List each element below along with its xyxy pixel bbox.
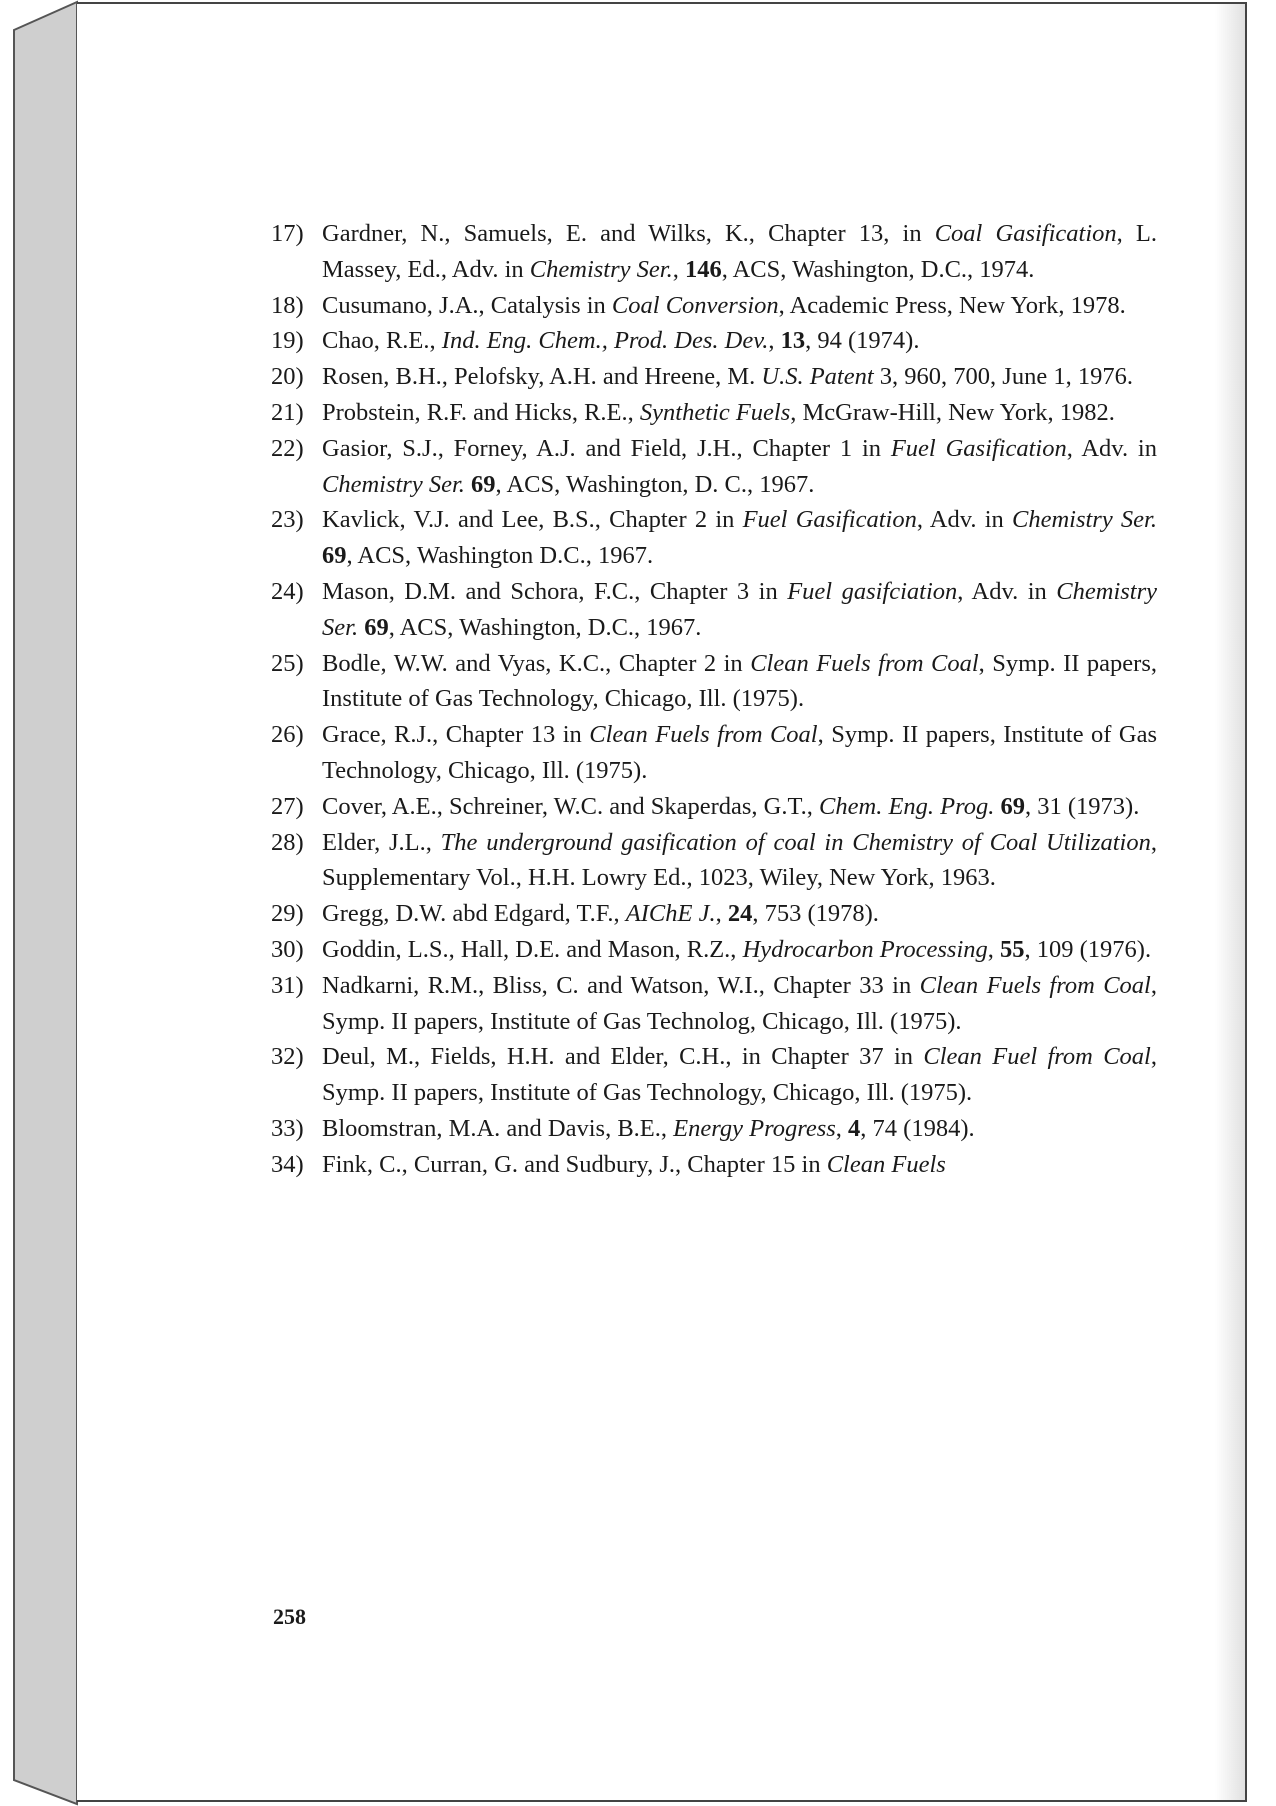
reference-entry: [77, 717, 1247, 789]
reference-entry: [77, 288, 1247, 324]
reference-number: 18): [271, 291, 304, 319]
reference-plain-text: Gasior, S.J., Forney, A.J. and Field, J.H., Chapter 1 in: [322, 434, 891, 462]
reference-entry: [77, 1039, 1247, 1111]
reference-plain-text: Cusumano, J.A., Catalysis in: [322, 291, 612, 319]
reference-italic-text: Energy Progress: [673, 1114, 836, 1142]
reference-entry: [77, 1111, 1247, 1147]
reference-italic-text: Chemistry Ser.: [529, 255, 673, 283]
reference-text: [322, 1039, 1157, 1111]
reference-text: [322, 359, 1157, 395]
reference-plain-text: , ACS, Washington, D.C., 1974.: [721, 255, 1035, 283]
reference-italic-text: Clean Fuels from Coal: [750, 649, 979, 677]
reference-text: [322, 502, 1157, 574]
reference-entry: [77, 896, 1247, 932]
reference-text: [322, 896, 1157, 932]
reference-italic-text: Fuel Gasification: [742, 506, 917, 534]
reference-plain-text: , Supplementary Vol., H.H. Lowry Ed., 1023, Wiley, New York, 1963.: [322, 828, 1157, 892]
reference-plain-text: Chao, R.E.,: [322, 327, 442, 355]
reference-entry: [77, 395, 1247, 431]
reference-number: 23): [271, 506, 304, 534]
reference-plain-text: 3, 960, 700, June 1, 1976.: [873, 363, 1133, 391]
reference-text: [322, 825, 1157, 897]
reference-plain-text: Fink, C., Curran, G. and Sudbury, J., Chapter 15 in: [322, 1150, 827, 1178]
reference-number: 34): [271, 1150, 304, 1178]
reference-italic-text: Coal Conversion: [611, 291, 779, 319]
reference-plain-text: ,: [672, 255, 685, 283]
reference-bold-text: 69: [364, 613, 389, 641]
reference-entry: [77, 431, 1247, 503]
reference-bold-text: 69: [471, 470, 496, 498]
reference-plain-text: Bodle, W.W. and Vyas, K.C., Chapter 2 in: [322, 649, 751, 677]
reference-plain-text: Gregg, D.W. abd Edgard, T.F.,: [322, 900, 626, 928]
reference-plain-text: , Adv. in: [916, 506, 1012, 534]
reference-bold-text: 13: [780, 327, 806, 355]
reference-italic-text: Chem. Eng. Prog.: [819, 792, 995, 820]
reference-bold-text: 24: [727, 900, 753, 928]
reference-entry: [77, 574, 1247, 646]
reference-plain-text: Deul, M., Fields, H.H. and Elder, C.H., in Chapter 37 in: [322, 1043, 924, 1071]
reference-plain-text: , 31 (1973).: [1025, 792, 1140, 820]
reference-italic-text: Chemistry Ser.: [322, 470, 465, 498]
reference-italic-text: Clean Fuels from Coal: [589, 721, 818, 749]
reference-bold-text: 146: [684, 255, 722, 283]
reference-number: 32): [271, 1043, 304, 1071]
reference-plain-text: , ACS, Washington, D. C., 1967.: [495, 470, 815, 498]
reference-plain-text: Goddin, L.S., Hall, D.E. and Mason, R.Z.,: [322, 935, 743, 963]
reference-text: [322, 1147, 1157, 1183]
reference-plain-text: ,: [768, 327, 781, 355]
reference-number: 27): [271, 792, 304, 820]
reference-plain-text: ,: [987, 935, 1001, 963]
reference-plain-text: , 753 (1978).: [752, 900, 879, 928]
reference-bold-text: 69: [322, 542, 347, 570]
reference-plain-text: , Symp. II papers, Institute of Gas Technology, Chicago, Ill. (1975).: [322, 1043, 1157, 1107]
reference-number: 20): [271, 363, 304, 391]
reference-entry: [77, 932, 1247, 968]
reference-text: [322, 216, 1157, 288]
reference-text: [322, 323, 1157, 359]
reference-plain-text: Elder, J.L.,: [322, 828, 441, 856]
reference-italic-text: Clean Fuels from Coal: [919, 971, 1151, 999]
reference-text: [322, 717, 1157, 789]
reference-plain-text: , Symp. II papers, Institute of Gas Technology, Chicago, Ill. (1975).: [322, 649, 1157, 713]
reference-plain-text: Gardner, N., Samuels, E. and Wilks, K., Chapter 13, in: [322, 220, 935, 247]
reference-plain-text: , Symp. II papers, Institute of Gas Technolog, Chicago, Ill. (1975).: [322, 971, 1157, 1035]
reference-number: 21): [271, 398, 304, 426]
reference-text: [322, 968, 1157, 1040]
reference-entry: [77, 968, 1247, 1040]
reference-number: 28): [271, 828, 304, 856]
reference-number: 30): [271, 935, 304, 963]
reference-number: 24): [271, 577, 304, 605]
reference-number: 22): [271, 434, 304, 462]
reference-plain-text: , ACS, Washington, D.C., 1967.: [388, 613, 702, 641]
reference-number: 19): [271, 327, 304, 355]
reference-entry: [77, 216, 1247, 288]
reference-text: [322, 288, 1157, 324]
reference-plain-text: Nadkarni, R.M., Bliss, C. and Watson, W.I., Chapter 33 in: [322, 971, 920, 999]
reference-number: 33): [271, 1114, 304, 1142]
reference-number: 26): [271, 721, 304, 749]
book-page: [77, 2, 1247, 1802]
reference-text: [322, 574, 1157, 646]
reference-text: [322, 431, 1157, 503]
reference-italic-text: Fuel Gasification: [890, 434, 1067, 462]
reference-italic-text: Coal Gasification: [934, 220, 1117, 247]
reference-entry: [77, 359, 1247, 395]
reference-bold-text: 69: [1000, 792, 1025, 820]
reference-italic-text: Chemistry Ser.: [1012, 506, 1157, 534]
reference-plain-text: , McGraw-Hill, New York, 1982.: [790, 398, 1115, 426]
reference-italic-text: Chemistry Ser.: [322, 577, 1157, 641]
reference-plain-text: ,: [715, 900, 728, 928]
reference-entry: [77, 789, 1247, 825]
reference-list: [77, 216, 1247, 1183]
reference-bold-text: 4: [848, 1114, 861, 1142]
reference-plain-text: , Adv. in: [957, 577, 1057, 605]
reference-plain-text: Probstein, R.F. and Hicks, R.E.,: [322, 398, 640, 426]
reference-entry: [77, 825, 1247, 897]
reference-plain-text: , 74 (1984).: [860, 1114, 975, 1142]
reference-plain-text: Bloomstran, M.A. and Davis, B.E.,: [322, 1114, 674, 1142]
reference-number: 31): [271, 971, 304, 999]
reference-plain-text: Cover, A.E., Schreiner, W.C. and Skaperdas, G.T.,: [322, 792, 820, 820]
reference-plain-text: , ACS, Washington D.C., 1967.: [346, 542, 654, 570]
reference-text: [322, 395, 1157, 431]
reference-bold-text: 55: [1000, 935, 1025, 963]
page-number: 258: [273, 1604, 306, 1629]
reference-italic-text: Synthetic Fuels: [639, 398, 791, 426]
reference-entry: [77, 646, 1247, 718]
reference-entry: [77, 323, 1247, 359]
reference-plain-text: ,: [835, 1114, 849, 1142]
reference-plain-text: , 109 (1976).: [1024, 935, 1152, 963]
reference-text: [322, 1111, 1157, 1147]
reference-plain-text: Rosen, B.H., Pelofsky, A.H. and Hreene, M.: [322, 363, 762, 391]
reference-italic-text: Clean Fuel from Coal: [923, 1043, 1151, 1071]
reference-italic-text: Ind. Eng. Chem., Prod. Des. Dev.: [441, 327, 769, 355]
reference-number: 17): [271, 220, 304, 247]
reference-entry: [77, 1147, 1247, 1183]
reference-number: 29): [271, 900, 304, 928]
reference-italic-text: Clean Fuels: [826, 1150, 946, 1178]
reference-text: [322, 646, 1157, 718]
reference-italic-text: Hydrocarbon Processing: [742, 935, 988, 963]
reference-plain-text: Grace, R.J., Chapter 13 in: [322, 721, 590, 749]
reference-italic-text: U.S. Patent: [761, 363, 874, 391]
reference-plain-text: Mason, D.M. and Schora, F.C., Chapter 3 in: [322, 577, 788, 605]
reference-plain-text: , L. Massey, Ed., Adv. in: [322, 220, 1157, 283]
reference-plain-text: , Symp. II papers, Institute of Gas Technology, Chicago, Ill. (1975).: [322, 721, 1157, 784]
reference-number: 25): [271, 649, 304, 677]
reference-text: [322, 932, 1157, 968]
reference-plain-text: Kavlick, V.J. and Lee, B.S., Chapter 2 in: [322, 506, 743, 534]
reference-plain-text: , Adv. in: [1066, 434, 1157, 462]
reference-italic-text: The underground gasification of coal in Chemistry of Coal Utilization: [440, 828, 1151, 856]
reference-entry: [77, 502, 1247, 574]
reference-plain-text: , 94 (1974).: [805, 327, 920, 355]
reference-italic-text: Fuel gasifciation: [787, 577, 958, 605]
reference-plain-text: , Academic Press, New York, 1978.: [778, 291, 1126, 319]
reference-text: [322, 789, 1157, 825]
reference-italic-text: AIChE J.: [625, 900, 716, 928]
